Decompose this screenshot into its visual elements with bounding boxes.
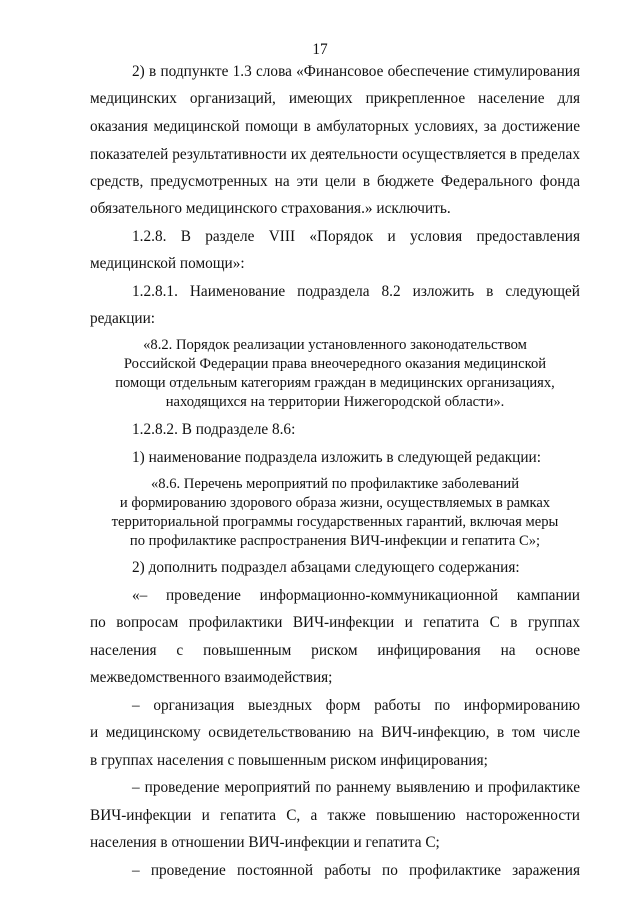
paragraph-line: 1.2.8.1. Наименование подраздела 8.2 изложить в следующей	[132, 283, 580, 300]
paragraph-line: ВИЧ-инфекции и гепатита С, а также повышению настороженности	[90, 807, 580, 824]
paragraph-line: медицинской помощи»:	[90, 255, 245, 272]
paragraph-line: медицинских организаций, имеющих прикрепленное население для	[90, 90, 580, 107]
paragraph-line: обязательного медицинского страхования.» исключить.	[90, 200, 451, 217]
paragraph-line: – организация выездных форм работы по информированию	[132, 697, 580, 714]
quoted-heading-line: по профилактике распространения ВИЧ-инфекции и гепатита С»;	[129, 533, 541, 549]
page-number: 17	[312, 41, 328, 58]
paragraph-line: редакции:	[90, 310, 156, 327]
paragraph-line: в группах населения с повышенным риском инфицирования;	[90, 752, 488, 769]
paragraph-line: по вопросам профилактики ВИЧ-инфекции и гепатита С в группах	[90, 614, 580, 631]
paragraph-line: 1) наименование подраздела изложить в следующей редакции:	[132, 449, 541, 466]
quoted-heading-line: и формированию здорового образа жизни, осуществляемых в рамках	[119, 495, 551, 511]
paragraph-line: 1.2.8. В разделе VIII «Порядок и условия предоставления	[132, 228, 580, 245]
quoted-heading-line: «8.6. Перечень мероприятий по профилактике заболеваний	[150, 476, 520, 492]
paragraph-line: «– проведение информационно-коммуникационной кампании	[132, 587, 580, 604]
quoted-heading-line: помощи отдельным категориям граждан в медицинских организациях,	[115, 375, 555, 391]
quoted-heading-line: «8.2. Порядок реализации установленного законодательством	[143, 337, 527, 353]
paragraph-line: – проведение постоянной работы по профилактике заражения	[132, 862, 580, 879]
paragraph-line: и медицинскому освидетельствованию на ВИЧ-инфекцию, в том числе	[90, 724, 580, 741]
quoted-heading-line: Российской Федерации права внеочередного оказания медицинской	[123, 356, 547, 372]
paragraph-line: 2) дополнить подраздел абзацами следующего содержания:	[132, 559, 520, 576]
paragraph-line: 1.2.8.2. В подразделе 8.6:	[132, 421, 296, 438]
quoted-heading-line: территориальной программы государственных гарантий, включая меры	[111, 514, 559, 530]
paragraph-line: 2) в подпункте 1.3 слова «Финансовое обеспечение стимулирования	[132, 63, 580, 80]
paragraph-line: средств, предусмотренных на эти цели в бюджете Федерального фонда	[90, 173, 580, 190]
paragraph-line: оказания медицинской помощи в амбулаторных условиях, за достижение	[90, 118, 580, 135]
quoted-heading-line: находящихся на территории Нижегородской области».	[165, 394, 505, 410]
paragraph-line: показателей результативности их деятельности осуществляется в пределах	[90, 146, 580, 163]
paragraph-line: межведомственного взаимодействия;	[90, 669, 333, 686]
paragraph-line: – проведение мероприятий по раннему выявлению и профилактике	[132, 779, 580, 796]
paragraph-line: населения с повышенным риском инфицирования на основе	[90, 642, 580, 659]
paragraph-line: населения в отношении ВИЧ-инфекции и гепатита С;	[90, 834, 440, 851]
